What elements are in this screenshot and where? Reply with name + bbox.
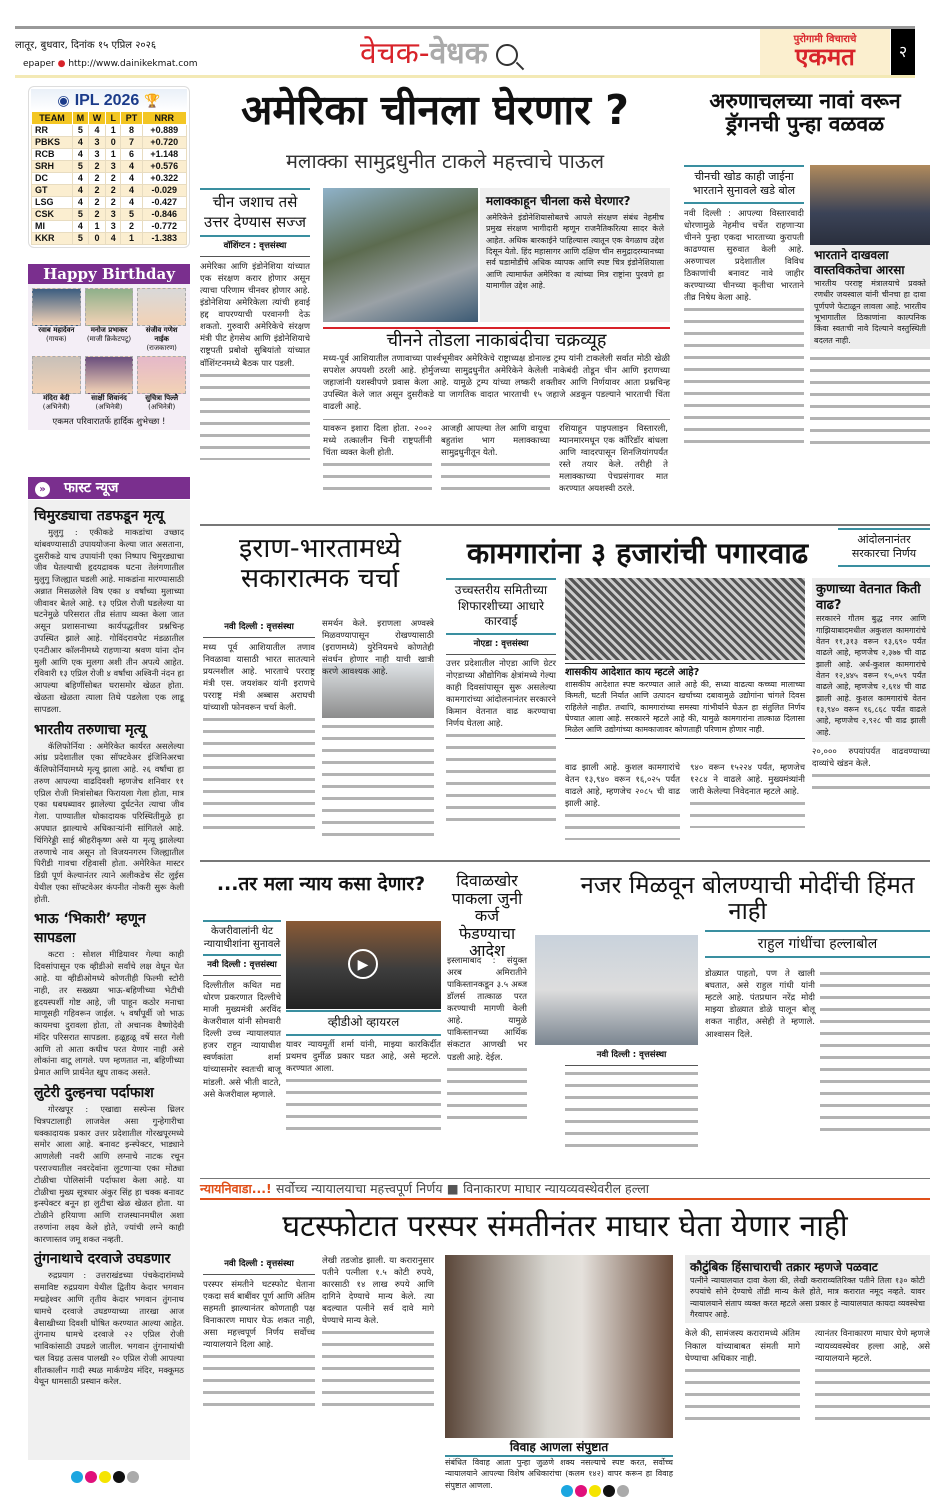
xi-jinping-photo: [810, 165, 930, 245]
ipl-cell: 3: [106, 209, 121, 221]
ipl-cell: 5: [72, 125, 88, 137]
fast-news-body: गोरखपूर : एखाद्या सस्पेन्स थ्रिलर चित्रपटालाही लाजवेल असा गुन्हेगारीचा धक्कादायक प्रकार उत्तर प्रदेशातील गोरखपूरमध्ये समोर आला आहे. बनावट इन्स्पेक्टर, भाड्याने आणलेली नवरी आणि लग्नाचे नाटक रचून परराज्यातील नवरदेवांना लुटणाऱ्या एका मोठ्या टोळीचा पोलिसांनी पर्दाफाश केला आहे. या टोळीचा मुख्य सूत्रधार अंकुर सिंह हा चक्क बनावट इन्स्पेक्टर बनून हा लुटीचा खेळ खेळत होता. या टोळीने हरियाणा आणि राजस्थानमधील अशा तरुणांना लक्ष्य केले होते, ज्यांची लग्ने काही कारणास्तव जमू शकत नव्हती.: [34, 1104, 184, 1244]
domestic-violence-box: कौटुंबिक हिंसाचाराची तक्रार म्हणजे पळवाट पत्नीने न्यायालयात दावा केला की, लेखी कराराव्यतिरिक्त पतीने तिला १३० कोटी रुपयांचे सोने देण्याचे तोंडी मान्य केले होते, मात्र करारात नमूद नव्हते. यावर न्यायालयाने संताप व्यक्त करत म्हटले असा प्रकार हे न्यायालयात कायदा व्यवस्थेचा गैरवापर आहे.: [685, 1255, 930, 1323]
ipl-team-row: [32, 233, 187, 245]
ipl-cell: 5: [72, 161, 88, 173]
fast-news-body: मुलुगु : एकीकडे माकडांचा उच्छाद थांबवण्यासाठी उपाययोजना केल्या जात असताना, दुसरीकडे याच उपायांनी एका निष्पाप चिमुरड्याचा जीव घेतल्याची हृदयद्रावक घटना तेलंगणातील मुलुगु जिल्ह्यात घडली आहे. माकडांना मारण्यासाठी अन्नात मिसळलेले विष एका ४ वर्षांच्या मुलाच्या जीवावर बेतले आहे. १३ एप्रिल रोजी घडलेल्या या घटनेमुळे परिसरात तीव्र संताप व्यक्त केला जात असून प्रशासनाच्या कार्यपद्धतीवर प्रश्नचिन्ह उपस्थित झाले आहे. गोविंदरावपेट मंडळातील एनटीआर कॉलनीमध्ये राहणाऱ्या श्रवण यांना दोन मुली आणि एक मुलगा अशी तीन अपत्ये आहेत. रविवारी १३ एप्रिल रोजी ४ वर्षांचा अश्विनी नंदन हा आपल्या बहिणींसोबत घरासमोर खेळत होता. खेळता खेळता त्याला तिथे पडलेला एक लाडू सापडला.: [34, 527, 184, 714]
wage-hike-box: कुणाच्या वेतनात किती वाढ? सरकारने गौतम बुद्ध नगर आणि गाझियाबादमधील अकुशल कामगारांचे वेतन ११,३१३ वरून १३,६९० पर्यंत वाढले आहे, म्हणजेच २,३७७ ची वाढ झाली आहे. अर्ध-कुशल कामगारांचे वेतन १२,४४५ वरून १५,०५९ पर्यंत वाढले आहे, म्हणजेच २,६१४ ची वाढ झाली आहे. कुशल कामगारांचे वेतन १३,९४० वरून १६,८६८ पर्यंत वाढले आहे, म्हणजेच २,९२८ ची वाढ झाली आहे.: [812, 578, 930, 742]
ipl-cell: DC: [32, 173, 73, 185]
birthday-person: [32, 288, 81, 353]
birthday-person: [85, 288, 134, 353]
lead-byline: वॉशिंग्टन : वृत्तसंस्था: [200, 237, 310, 257]
color-registration-marks: [70, 1468, 140, 1487]
birthday-wish: एकमत परिवारातर्फे हार्दिक शुभेच्छा !: [52, 417, 166, 428]
ipl-team-row: [32, 125, 187, 137]
wages-tag: आंदोलनानंतर सरकारचा निर्णय: [838, 528, 930, 567]
arunachal-caption-box: भारताने दाखवला वास्तविकतेचा आरसा भारतीय परराष्ट्र मंत्रालयाचे प्रवक्ते रणधीर जयस्वाल यांनी चीनचा हा दावा पूर्णपणे फेटाळून लावला आहे. भारतीय भूभागातील ठिकाणांना काल्पनिक किंवा स्वतःची नावे दिल्याने वस्तुस्थिती बदलत नाही.: [810, 245, 930, 349]
person-name: मनोज प्रभाकर: [90, 326, 128, 334]
person-name: सुचित्रा पिल्लै: [145, 393, 179, 402]
person-name: रवाब महादेवन: [38, 326, 75, 334]
ipl-cell: 5: [72, 233, 88, 245]
ipl-column-header: L: [106, 112, 121, 125]
ipl-cell: KKR: [32, 233, 73, 245]
divorce-headline: घटस्फोटात परस्पर संमतीनंतर माघार घेता येणार नाही: [282, 1209, 848, 1244]
portrait-photo: [32, 356, 81, 394]
fast-news-title: तुंगनाथाचे दरवाजे उघडणार: [34, 1251, 171, 1268]
ipl-column-header: TEAM: [32, 112, 73, 125]
soldiers-photo: [323, 188, 478, 322]
ipl-team-row: [32, 209, 187, 221]
ipl-table: [31, 111, 187, 245]
ipl-cell: -0.427: [142, 197, 186, 209]
birthday-panel: [28, 264, 190, 430]
ipl-cell: 1: [106, 149, 121, 161]
lead-headline: अमेरिका चीनला घेरणार ?: [241, 86, 629, 134]
person-role: (राजकारण): [146, 344, 177, 353]
portrait-photo: [137, 288, 186, 326]
ipl-cell: 4: [121, 197, 142, 209]
lead-body: अमेरिका आणि इंडोनेशिया यांच्यात एक संरक्षण करार होणार असून त्याचा परिणाम चीनवर होणार आहे. इंडोनेशिया अमेरिकेला त्यांची हवाई हद्द वापरण्याची परवानगी देऊ शकतो. गुरुवारी अमेरिकेचे संरक्षण मंत्री पीट हेगसेथ आणि इंडोनेशियाचे राष्ट्रपती प्रबोवो सुबियांतो यांच्यात वॉशिंग्टनमध्ये बैठक पार पडली.: [200, 262, 310, 369]
ipl-column-header: W: [88, 112, 105, 125]
ipl-team-row: [32, 221, 187, 233]
ipl-cell: 2: [106, 173, 121, 185]
iran-headline: इराण-भारतामध्ये सकारात्मक चर्चा: [239, 533, 401, 594]
caption-headline: चीनने तोडला नाकाबंदीचा चक्रव्यूह: [386, 330, 607, 351]
fast-news-title: चिमुरड्याचा तडफडून मृत्यू: [34, 508, 164, 524]
birthday-person: [32, 356, 81, 411]
page-number: २: [891, 29, 915, 75]
ipl-cell: -0.029: [142, 185, 186, 197]
ipl-column-header: NRR: [142, 112, 186, 125]
fast-news-body: कॅलिफोर्निया : अमेरिकेत कार्यरत असलेल्या आंध्र प्रदेशातील एका सॉफ्टवेअर इंजिनिअरचा कॅलिफोर्नियामध्ये मृत्यू झाला आहे. २६ वर्षांचा हा तरुण आपल्या वाढदिवशी म्हणजेच शनिवार ११ एप्रिल रोजी मित्रांसोबत फिरायला गेला होता, मात्र एका धबधब्यावर झालेल्या दुर्घटनेत त्याचा जीव गेला. पाण्यातील धोकादायक परिस्थितीमुळे हा अपघात झाल्याचे अधिकाऱ्यांनी सांगितले आहे. चिंगिरेड्डी साई श्रीहरीकृष्ण असे या मृत्यू झालेल्या तरुणाचे नाव असून तो विजयनगरम जिल्ह्यातील पिरीडी गावचा रहिवासी होता. अमेरिकेत मास्टर डिग्री पूर्ण केल्यानंतर त्याने अलीकडेच सेंट लुईस येथील एका सॉफ्टवेअर कंपनीत नोकरी सुरू केली होती.: [34, 740, 184, 904]
rahul-gandhi-photo: [535, 935, 698, 1045]
ipl-cell: MI: [32, 221, 73, 233]
ipl-cell: -1.383: [142, 233, 186, 245]
birthday-person: [137, 356, 186, 411]
page-header: [15, 26, 915, 78]
ipl-cell: 7: [121, 137, 142, 149]
fast-news-item: [34, 506, 184, 716]
lead-side-sub: चीन जशाच तसे उत्तर देण्यास सज्ज: [200, 188, 310, 237]
square-bullet-icon: ■: [446, 1181, 459, 1196]
fast-news-title: भारतीय तरुणाचा मृत्यू: [34, 721, 146, 738]
birthday-title: Happy Birthday: [28, 264, 190, 284]
ipl-cell: 2: [88, 161, 105, 173]
portrait-photo: [85, 356, 134, 394]
ipl-cell: SRH: [32, 161, 73, 173]
color-registration-marks: [560, 1482, 630, 1501]
arunachal-sub: चीनची खोड काही जाईना भारताने सुनावले खडे बोल: [684, 165, 804, 204]
fast-news-title: लुटेरी दुल्हनचा पर्दाफाश: [34, 1085, 154, 1102]
ipl-cell: RR: [32, 125, 73, 137]
fast-news-item: [34, 1249, 184, 1388]
play-icon[interactable]: ▶: [348, 949, 378, 979]
ipl-cell: +0.889: [142, 125, 186, 137]
ipl-cell: 2: [106, 185, 121, 197]
portrait-photo: [85, 288, 134, 326]
portrait-photo: [32, 288, 81, 326]
ipl-cell: 4: [72, 173, 88, 185]
ipl-cell: 8: [121, 125, 142, 137]
chevron-down-icon: »: [35, 482, 50, 497]
ipl-cell: 3: [106, 221, 121, 233]
rahul-headline: नजर मिळवून बोलण्याची मोदींची हिंमत नाही: [580, 871, 915, 926]
judgement-band: न्यायनिवाडा...! सर्वोच्च न्यायालयाचा महत्त्वपूर्ण निर्णय ■ विनाकारण माघार न्यायव्यवस्थेवरील हल्ला: [200, 1178, 930, 1200]
arunachal-headline: अरुणाचलच्या नावां वरून ड्रॅगनची पुन्हा वळवळ: [709, 89, 901, 137]
ipl-team-row: [32, 149, 187, 161]
ipl-points-table: [28, 86, 190, 248]
portrait-photo: [137, 356, 186, 394]
section-title: वेचक-वेधक: [360, 31, 518, 72]
ipl-cell: 5: [121, 209, 142, 221]
wages-headline: कामगारांना ३ हजारांची पगारवाढ: [466, 536, 809, 570]
ipl-title: ◉ IPL 2026 🏆: [31, 89, 187, 111]
supreme-court-couple-photo: [445, 1255, 673, 1438]
lead-subheadline: मलाक्का सामुद्रधुनीत टाकले महत्त्वाचे पाऊल: [285, 149, 605, 173]
ipl-cell: 3: [88, 137, 105, 149]
ipl-cell: 1: [121, 233, 142, 245]
ipl-cell: 4: [72, 137, 88, 149]
ipl-cell: 5: [72, 209, 88, 221]
fast-news-title: भाऊ ‘भिकारी’ म्हणून सापडला: [34, 911, 146, 947]
ipl-cell: 3: [88, 149, 105, 161]
ipl-cell: PBKS: [32, 137, 73, 149]
ipl-cell: 2: [88, 173, 105, 185]
ipl-cell: 4: [72, 149, 88, 161]
ipl-cell: +1.148: [142, 149, 186, 161]
ipl-cell: 0: [106, 137, 121, 149]
ipl-cell: 2: [88, 197, 105, 209]
dateline: लातूर, बुधवार, दिनांक १५ एप्रिल २०२६: [15, 40, 157, 51]
ipl-cell: 1: [106, 125, 121, 137]
ipl-cell: CSK: [32, 209, 73, 221]
ipl-cell: +0.720: [142, 137, 186, 149]
ipl-team-row: [32, 185, 187, 197]
ipl-cell: 2: [88, 185, 105, 197]
fast-news-item: [34, 909, 184, 1079]
person-role: (अभिनेत्री): [42, 402, 70, 411]
notice-box: शासकीय आदेशात काय म्हटले आहे? शासकीय आदेशात स्पष्ट करण्यात आले आहे की, सध्या वाढत्या कच्च्या मालाच्या किमती, घटती निर्यात आणि उत्पादन खर्चाच्या दबावामुळे उद्योगांना चांगले दिवस राहिलेले नाहीत. तथापि, कामगारांच्या समस्या गांभीर्याने घेऊन हा संतुलित निर्णय घेण्यात आला आहे. सरकारने म्हटले आहे की, यामुळे कामगारांना तात्काळ दिलासा मिळेल आणि उद्योगांच्या कामकाजावर कोणताही परिणाम होणार नाही.: [565, 663, 805, 739]
ipl-cell: 4: [106, 233, 121, 245]
fast-news-list: [28, 500, 190, 1460]
ipl-team-row: [32, 197, 187, 209]
ipl-logo-icon: ◉: [57, 93, 70, 109]
video-label: व्हीडीओ व्हायरल: [286, 1010, 441, 1036]
notice-title: शासकीय आदेशात काय म्हटले आहे?: [565, 667, 700, 678]
trophy-icon: 🏆: [144, 94, 161, 109]
epaper-icon: ●: [57, 59, 66, 69]
ipl-cell: 4: [72, 221, 88, 233]
ipl-cell: GT: [32, 185, 73, 197]
fast-news-item: [34, 720, 184, 906]
ipl-cell: 4: [121, 173, 142, 185]
person-role: (अभिनेत्री): [95, 402, 123, 411]
pakistan-headline: दिवाळखोर पाकला जुनी कर्ज फेडण्याचा आदेश: [451, 871, 523, 961]
workers-crowd-photo: [565, 578, 805, 660]
person-name: मंदिरा बेदी: [43, 393, 70, 402]
ipl-cell: 1: [88, 221, 105, 233]
ipl-cell: -0.846: [142, 209, 186, 221]
person-name: साक्षी शिवानंद: [91, 393, 127, 402]
ipl-team-row: [32, 173, 187, 185]
ipl-team-row: [32, 161, 187, 173]
fast-news-body: रुद्रप्रयाग : उत्तराखंडच्या पंचकेदारांमध्ये समाविष्ट रुद्रप्रयाग येथील द्वितीय केदार भगवान मद्महेश्वर आणि तृतीय केदार भगवान तुंगनाथ धामचे दरवाजे उघडण्याच्या तारखा आज बैसाखीच्या दिवशी घोषित करण्यात आल्या आहेत. तुंगनाथ धामचे दरवाजे २२ एप्रिल रोजी भाविकांसाठी उघडले जातील. भगवान तुंगनाथांची चल विग्रह उत्सव पालखी २० एप्रिल रोजी आपल्या शीतकालीन गादी स्थळ मार्कण्डेय मंदिर, मक्कूमठ येथून धामसाठी प्रस्थान करेल.: [34, 1270, 184, 1387]
ipl-cell: +0.322: [142, 173, 186, 185]
ipl-cell: 4: [121, 161, 142, 173]
ipl-cell: RCB: [32, 149, 73, 161]
malacca-box: मलाक्काहून चीनला कसे घेरणार? अमेरिकेने इंडोनेशियासोबतचे आपले संरक्षण संबंध नेहमीच प्रमुख संरक्षण भागीदारी म्हणून राजनैतिकरित्या सादर केले आहेत. अधिक बारकाईने पाहिल्यास त्यातून एक वेगळाच उद्देश दिसून येतो. हिंद महासागर आणि दक्षिण चीन समुद्रादरम्यानच्या सर्व घडामोडींचे अधिक व्यापक आणि स्पष्ट चित्र इंडोनेशियाला आणि त्यामार्फत अमेरिका व त्यांच्या मित्र राष्ट्रांना पुरवणे हा यामागील उद्देश आहे.: [480, 188, 670, 322]
ipl-cell: -0.772: [142, 221, 186, 233]
ipl-team-row: [32, 137, 187, 149]
ipl-cell: 2: [121, 221, 142, 233]
ipl-cell: 6: [121, 149, 142, 161]
ipl-cell: 4: [72, 197, 88, 209]
person-role: (माजी क्रिकेटपटू): [86, 335, 132, 344]
fast-news-header: » फास्ट न्यूज: [28, 477, 190, 499]
ipl-cell: 4: [88, 125, 105, 137]
person-role: (गायक): [46, 335, 67, 344]
ipl-cell: 4: [72, 185, 88, 197]
ipl-cell: 3: [106, 161, 121, 173]
birthday-person: [85, 356, 134, 411]
ipl-cell: 0: [88, 233, 105, 245]
fast-news-body: कटरा : सोशल मीडियावर गेल्या काही दिवसांपासून एक व्हीडीओ सर्वांचे लक्ष वेधून घेत आहे. या व्हीडीओमध्ये कोणतीही फिल्मी स्टोरी नाही, तर सख्ख्या भाऊ-बहिणीच्या भेटीची हृदयस्पर्शी गोष्ट आहे, जी पाहून कठोर मनाचा माणूसही गहिवरून जाईल. ५ वर्षांपूर्वी जो भाऊ कायमचा दुरावला होता, तो अचानक वैष्णोदेवी मंदिर परिसरात सापडला. हळूहळू वर्षे सरत गेली आणि तो आता कधीच परत येणार नाही असे लोकांना वाटू लागले. पण म्हणतात ना, बहिणीच्या प्रेमात आणि प्रार्थनेत खूप ताकद असते.: [34, 949, 184, 1078]
kejriwal-headline: ...तर मला न्याय कसा देणार?: [216, 873, 426, 895]
photo-caption: विवाह आणला संपुष्टात: [445, 1438, 673, 1457]
magnifier-icon: [496, 44, 518, 66]
birthday-person: [137, 288, 186, 353]
person-name: संजीव गणेश नाईक: [145, 326, 178, 344]
ipl-cell: +0.576: [142, 161, 186, 173]
ipl-column-header: PT: [121, 112, 142, 125]
ipl-cell: LSG: [32, 197, 73, 209]
ipl-cell: 2: [88, 209, 105, 221]
person-role: (अभिनेत्री): [148, 402, 176, 411]
ipl-cell: 4: [121, 185, 142, 197]
ipl-cell: 2: [106, 197, 121, 209]
epaper-link[interactable]: epaper ● http://www.dainikekmat.com: [23, 59, 198, 69]
fast-news-item: [34, 1083, 184, 1245]
court-video-thumbnail[interactable]: [286, 921, 441, 1009]
ipl-column-header: M: [72, 112, 88, 125]
masthead: पुरोगामी विचाराचे एकमत: [760, 29, 890, 75]
